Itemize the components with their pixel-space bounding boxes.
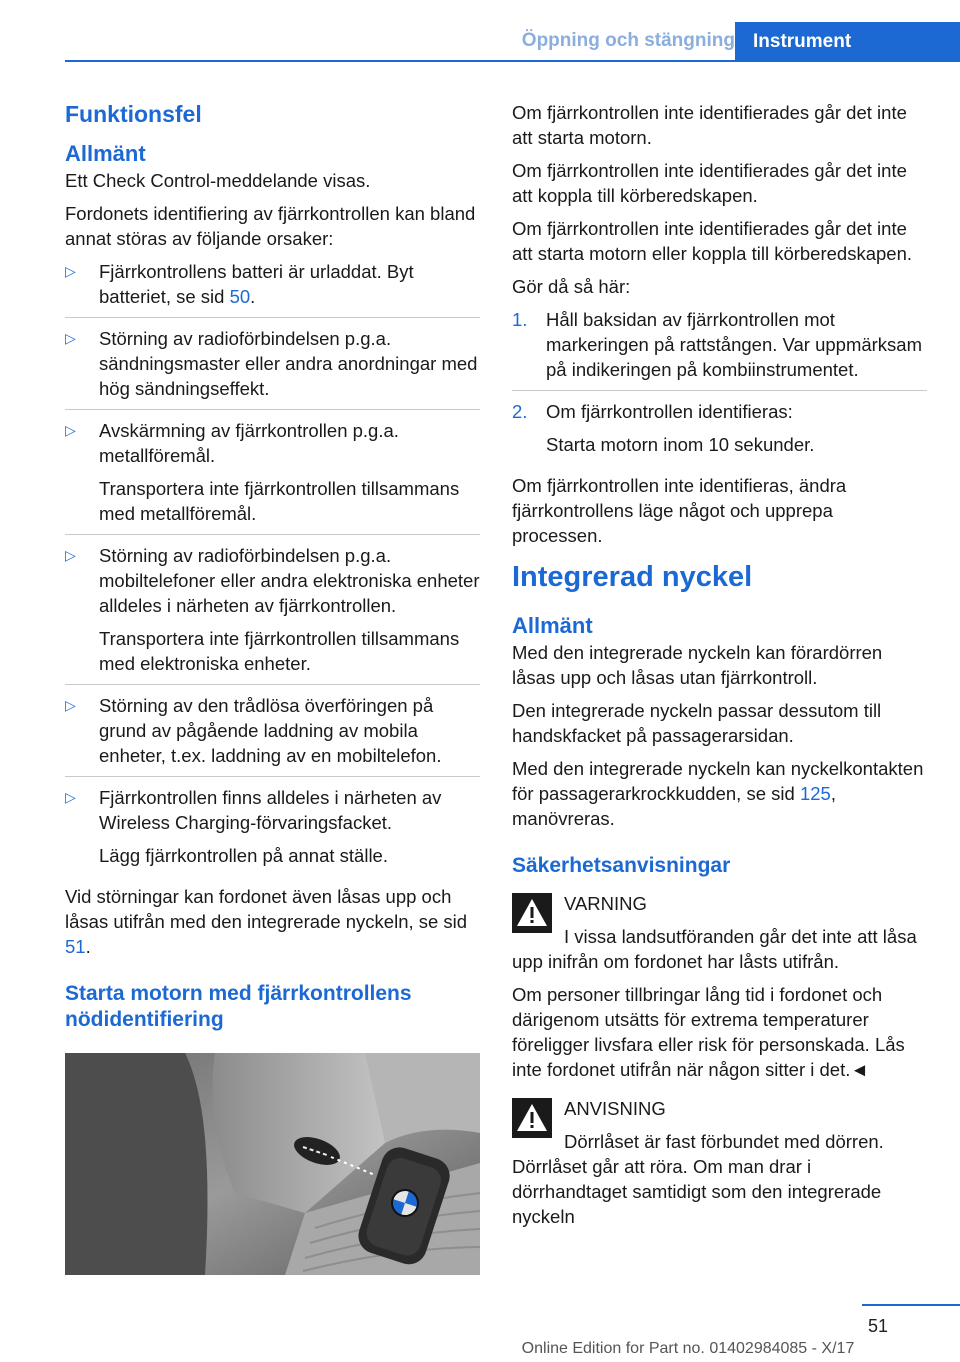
list-item-note: Transportera inte fjärrkontrollen tillsammans med elektroniska enheter. xyxy=(99,628,460,674)
list-item-text: Fjärrkontrollens batteri är urladdat. Byt batteriet, se sid xyxy=(99,261,414,307)
notice-label: ANVISNING xyxy=(564,1098,666,1119)
list-item xyxy=(65,326,480,410)
warning-block xyxy=(512,891,927,1082)
triangle-bullet-icon: ▷ xyxy=(65,422,76,438)
paragraph: Ett Check Control-meddelande visas. xyxy=(65,170,371,191)
page-link[interactable]: 50 xyxy=(229,286,251,307)
paragraph: Den integrerade nyckeln passar dessutom till handskfacket på passagerarsidan. xyxy=(512,700,882,746)
list-item-text: Avskärmning av fjärrkontrollen p.g.a. metallföremål. xyxy=(99,420,399,466)
list-item xyxy=(65,693,480,777)
page-link[interactable]: 51 xyxy=(65,936,86,957)
list-item-text: Störning av radioförbindelsen p.g.a. sändningsmaster eller andra anordningar med hög sändningseffekt. xyxy=(99,328,478,399)
list-item-text: Störning av den trådlösa överföringen på grund av pågående laddning av mobila enheter, t.ex. laddning av en mobiltelefon. xyxy=(99,695,442,766)
list-item-note: Transportera inte fjärrkontrollen tillsammans med metallföremål. xyxy=(99,478,460,524)
warning-text-continued: Om personer tillbringar lång tid i fordonet och därigenom utsätts för extrema temperaturer föreligger livsfara eller risk för personskada. Lås inte fordonet utifrån när någon sitter i det.◄ xyxy=(512,984,905,1080)
page-header xyxy=(0,0,960,62)
paragraph: Om fjärrkontrollen inte identifierades går det inte att koppla till körberedskapen. xyxy=(512,160,907,206)
subheading-safety: Säkerhetsanvisningar xyxy=(512,854,731,877)
subheading-general: Allmänt xyxy=(65,141,146,166)
paragraph: Om fjärrkontrollen inte identifierades går det inte att starta motorn eller koppla till körberedskapen. xyxy=(512,218,913,264)
page-number: 51 xyxy=(867,1316,888,1336)
list-item xyxy=(65,543,480,685)
right-column xyxy=(512,100,927,1237)
step-list xyxy=(512,307,927,465)
triangle-bullet-icon: ▷ xyxy=(65,697,76,713)
triangle-bullet-icon: ▷ xyxy=(65,547,76,563)
step-text: Håll baksidan av fjärrkontrollen mot markeringen på rattstången. Var uppmärksam på indikeringen på kombiinstrumentet. xyxy=(546,309,923,380)
warning-triangle-icon xyxy=(512,893,552,933)
notice-block xyxy=(512,1096,927,1229)
warning-label: VARNING xyxy=(564,893,647,914)
chapter-tab[interactable]: Instrument xyxy=(735,22,960,62)
section-title: Funktionsfel xyxy=(65,101,202,127)
steering-column-key-photo xyxy=(65,1053,480,1275)
notice-text: Dörrlåset är fast förbundet med dörren. Dörrlåset går att röra. Om man drar i dörrhandtaget samtidigt som den integrerade nyckeln xyxy=(512,1131,884,1227)
list-item-note: Lägg fjärrkontrollen på annat ställe. xyxy=(99,845,388,866)
left-column xyxy=(65,100,480,1275)
footer-rule xyxy=(862,1304,960,1306)
paragraph: Om fjärrkontrollen inte identifierades går det inte att starta motorn. xyxy=(512,102,907,148)
list-item xyxy=(65,785,480,876)
list-item xyxy=(512,307,927,391)
step-number: 2. xyxy=(512,401,528,422)
chapter-heading-integrated-key: Integrerad nyckel xyxy=(512,561,753,593)
subheading-start-engine: Starta motorn med fjärrkontrollens nödidentifiering xyxy=(65,982,412,1031)
header-rule xyxy=(65,60,960,62)
list-item-text: Störning av radioförbindelsen p.g.a. mobiltelefoner eller andra elektroniska enheter alldeles i närheten av fjärrkontrollen. xyxy=(99,545,480,616)
list-item-text: Fjärrkontrollen finns alldeles i närheten av Wireless Charging-förvaringsfacket. xyxy=(99,787,442,833)
notice-triangle-icon xyxy=(512,1098,552,1138)
page-link[interactable]: 125 xyxy=(799,783,831,804)
triangle-bullet-icon: ▷ xyxy=(65,789,76,805)
section-tab[interactable]: Öppning och stängning xyxy=(521,30,735,51)
paragraph: Vid störningar kan fordonet även låsas upp och låsas utifrån med den integrerade nyckeln, se sid 51. xyxy=(65,886,468,957)
paragraph: Om fjärrkontrollen inte identifieras, ändra fjärrkontrollens läge något och upprepa processen. xyxy=(512,475,847,546)
paragraph: Gör då så här: xyxy=(512,276,631,297)
list-item: ▷ Fjärrkontrollens batteri är urladdat. Byt batteriet, se sid 50. xyxy=(65,259,480,318)
cause-list xyxy=(65,259,480,876)
paragraph: Med den integrerade nyckeln kan förardörren låsas upp och låsas utan fjärrkontroll. xyxy=(512,642,883,688)
list-item xyxy=(65,418,480,535)
triangle-bullet-icon: ▷ xyxy=(65,330,76,346)
subheading-general: Allmänt xyxy=(512,613,593,638)
edition-line: Online Edition for Part no. 01402984085 - X/17 xyxy=(521,1340,855,1357)
paragraph: Med den integrerade nyckeln kan nyckelkontakten för passagerarkrockkudden, se sid 125, manövreras. xyxy=(512,758,924,829)
step-text: Om fjärrkontrollen identifieras: xyxy=(546,401,793,422)
list-item xyxy=(512,399,927,465)
step-number: 1. xyxy=(512,309,528,330)
step-note: Starta motorn inom 10 sekunder. xyxy=(546,434,815,455)
paragraph: Fordonets identifiering av fjärrkontrollen kan bland annat störas av följande orsaker: xyxy=(65,203,476,249)
triangle-bullet-icon: ▷ xyxy=(65,263,76,279)
warning-text: I vissa landsutföranden går det inte att låsa upp inifrån om fordonet har låsts utifrån. xyxy=(512,926,917,972)
